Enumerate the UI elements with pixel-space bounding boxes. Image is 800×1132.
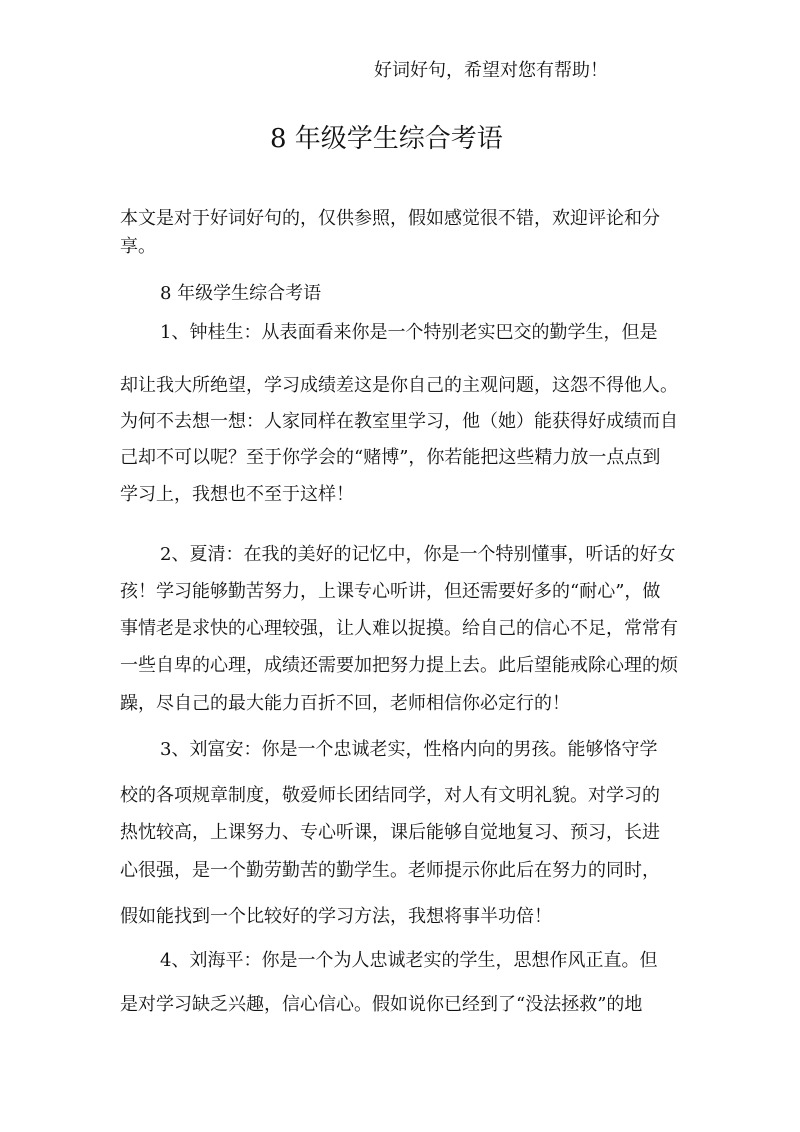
intro-line: 本文是对于好词好句的，仅供参照，假如感觉很不错，欢迎评论和分 <box>120 208 660 229</box>
paragraph-line: 一些自卑的心理，成绩还需要加把努力提上去。此后望能戒除心理的烦 <box>120 655 678 676</box>
paragraph-line: 4、刘海平：你是一个为人忠诚老实的学生，思想作风正直。但 <box>160 950 658 971</box>
paragraph-line: 心很强，是一个勤劳勤苦的勤学生。老师提示你此后在努力的同时， <box>120 860 660 881</box>
paragraph-line: 孩！学习能够勤苦努力，上课专心听讲，但还需要好多的“耐心”，做 <box>120 581 661 602</box>
paragraph-line: 却让我大所绝望，学习成绩差这是你自己的主观问题，这怨不得他人。 <box>120 375 678 396</box>
paragraph-line: 1、钟桂生：从表面看来你是一个特别老实巴交的勤学生，但是 <box>160 322 658 343</box>
paragraph-line: 是对学习缺乏兴趣，信心信心。假如说你已经到了“没法拯救”的地 <box>120 994 643 1015</box>
intro-line: 享。 <box>120 236 156 257</box>
paragraph-line: 躁，尽自己的最大能力百折不回，老师相信你必定行的！ <box>120 693 570 714</box>
page-header: 好词好句，希望对您有帮助！ <box>374 60 608 81</box>
paragraph-line: 学习上，我想也不至于这样！ <box>120 484 354 505</box>
paragraph-line: 己却不可以呢？至于你学会的“赌博”，你若能把这些精力放一点点到 <box>120 447 661 468</box>
paragraph-line: 为何不去想一想：人家同样在教室里学习，他（她）能获得好成绩而自 <box>120 411 678 432</box>
paragraph-line: 2、夏清：在我的美好的记忆中，你是一个特别懂事，听话的好女 <box>160 544 676 565</box>
document-title: 8 年级学生综合考语 <box>270 124 503 154</box>
paragraph-line: 事情老是求快的心理较强，让人难以捉摸。给自己的信心不足，常常有 <box>120 618 678 639</box>
paragraph-line: 3、刘富安：你是一个忠诚老实，性格内向的男孩。能够恪守学 <box>160 739 658 760</box>
paragraph-line: 校的各项规章制度，敬爱师长团结同学，对人有文明礼貌。对学习的 <box>120 785 660 806</box>
section-subtitle: 8 年级学生综合考语 <box>160 283 322 304</box>
paragraph-line: 热忱较高，上课努力、专心听课，课后能够自觉地复习、预习，长进 <box>120 822 660 843</box>
paragraph-line: 假如能找到一个比较好的学习方法，我想将事半功倍！ <box>120 906 552 927</box>
